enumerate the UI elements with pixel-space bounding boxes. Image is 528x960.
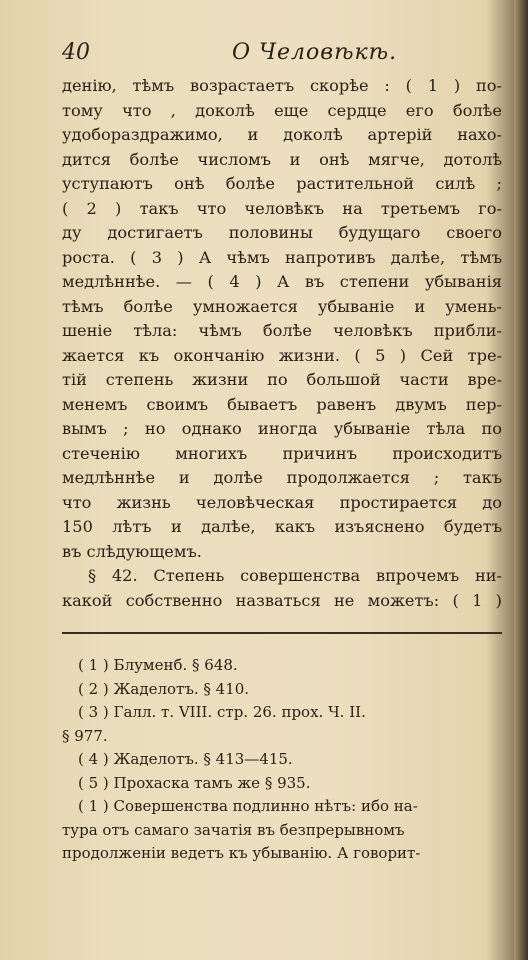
page-edge-shadow (514, 0, 528, 960)
footnote: ( 4 ) Жаделотъ. § 413—415. (78, 750, 293, 768)
footnote: ( 5 ) Прохаска тамъ же § 935. (78, 773, 311, 792)
text-line: уступаютъ онѣ болѣе растительной силѣ ; (62, 174, 502, 193)
main-text (62, 74, 502, 613)
text-line: тій степень жизни по большой части вре- (62, 370, 502, 389)
text-line: что жизнь человѣческая простирается до (62, 492, 502, 512)
section-line: § 42. Степень совершенства впрочемъ ни- (88, 566, 502, 585)
footnote: ( 3 ) Галл. т. VIII. стр. 26. прох. Ч. II. (78, 703, 366, 721)
footnote-continuation: тура отъ самаго зачатія въ безпрерывномъ (62, 820, 405, 839)
text-line: удобораздражимо, и доколѣ артерій нахо- (62, 125, 502, 144)
text-line: дится болѣе числомъ и онѣ мягче, дотолѣ (62, 149, 502, 169)
footnote-continuation: продолженіи ведетъ къ убыванію. А говорит- (62, 844, 421, 862)
page-number: 40 (62, 40, 90, 65)
text-line: какой собственно назваться не можетъ: ( 1 ) (62, 590, 502, 610)
text-line: ( 2 ) такъ что человѣкъ на третьемъ го- (62, 198, 502, 218)
text-line: вымъ ; но однако иногда убываніе тѣла по (62, 419, 502, 438)
footnote-divider (62, 632, 502, 634)
footnote: ( 2 ) Жаделотъ. § 410. (78, 679, 250, 698)
text-line: въ слѣдующемъ. (62, 541, 202, 561)
text-line: тому что , доколѣ еще сердце его болѣе (62, 100, 502, 120)
text-line: тѣмъ болѣе умножается убываніе и умень- (62, 296, 502, 316)
footnotes (62, 654, 502, 866)
text-line: денію, тѣмъ возрастаетъ скорѣе : ( 1 ) по- (62, 76, 502, 95)
text-line: шеніе тѣла: чѣмъ болѣе человѣкъ прибли- (62, 321, 502, 340)
text-line: медлѣннѣе и долѣе продолжается ; такъ (62, 468, 502, 487)
text-line: менемъ своимъ бываетъ равенъ двумъ пер- (62, 394, 502, 414)
text-line: стеченію многихъ причинъ происходитъ (62, 443, 502, 463)
text-line: роста. ( 3 ) А чѣмъ напротивъ далѣе, тѣмъ (62, 247, 502, 267)
text-line: 150 лѣтъ и далѣе, какъ изъяснено будетъ (62, 517, 502, 536)
text-line: ду достигаетъ половины будущаго своего (62, 223, 502, 242)
text-line: жается къ окончанію жизни. ( 5 ) Сей тре- (62, 345, 502, 365)
footnote: ( 1 ) Блуменб. § 648. (78, 656, 238, 674)
page-header (62, 40, 488, 70)
running-title: О Человѣкѣ. (232, 40, 398, 65)
text-line: медлѣннѣе. — ( 4 ) А въ степени убыванія (62, 272, 502, 291)
footnote: ( 1 ) Совершенства подлинно нѣтъ: ибо на- (78, 797, 418, 815)
footnote-continuation: § 977. (62, 726, 108, 745)
